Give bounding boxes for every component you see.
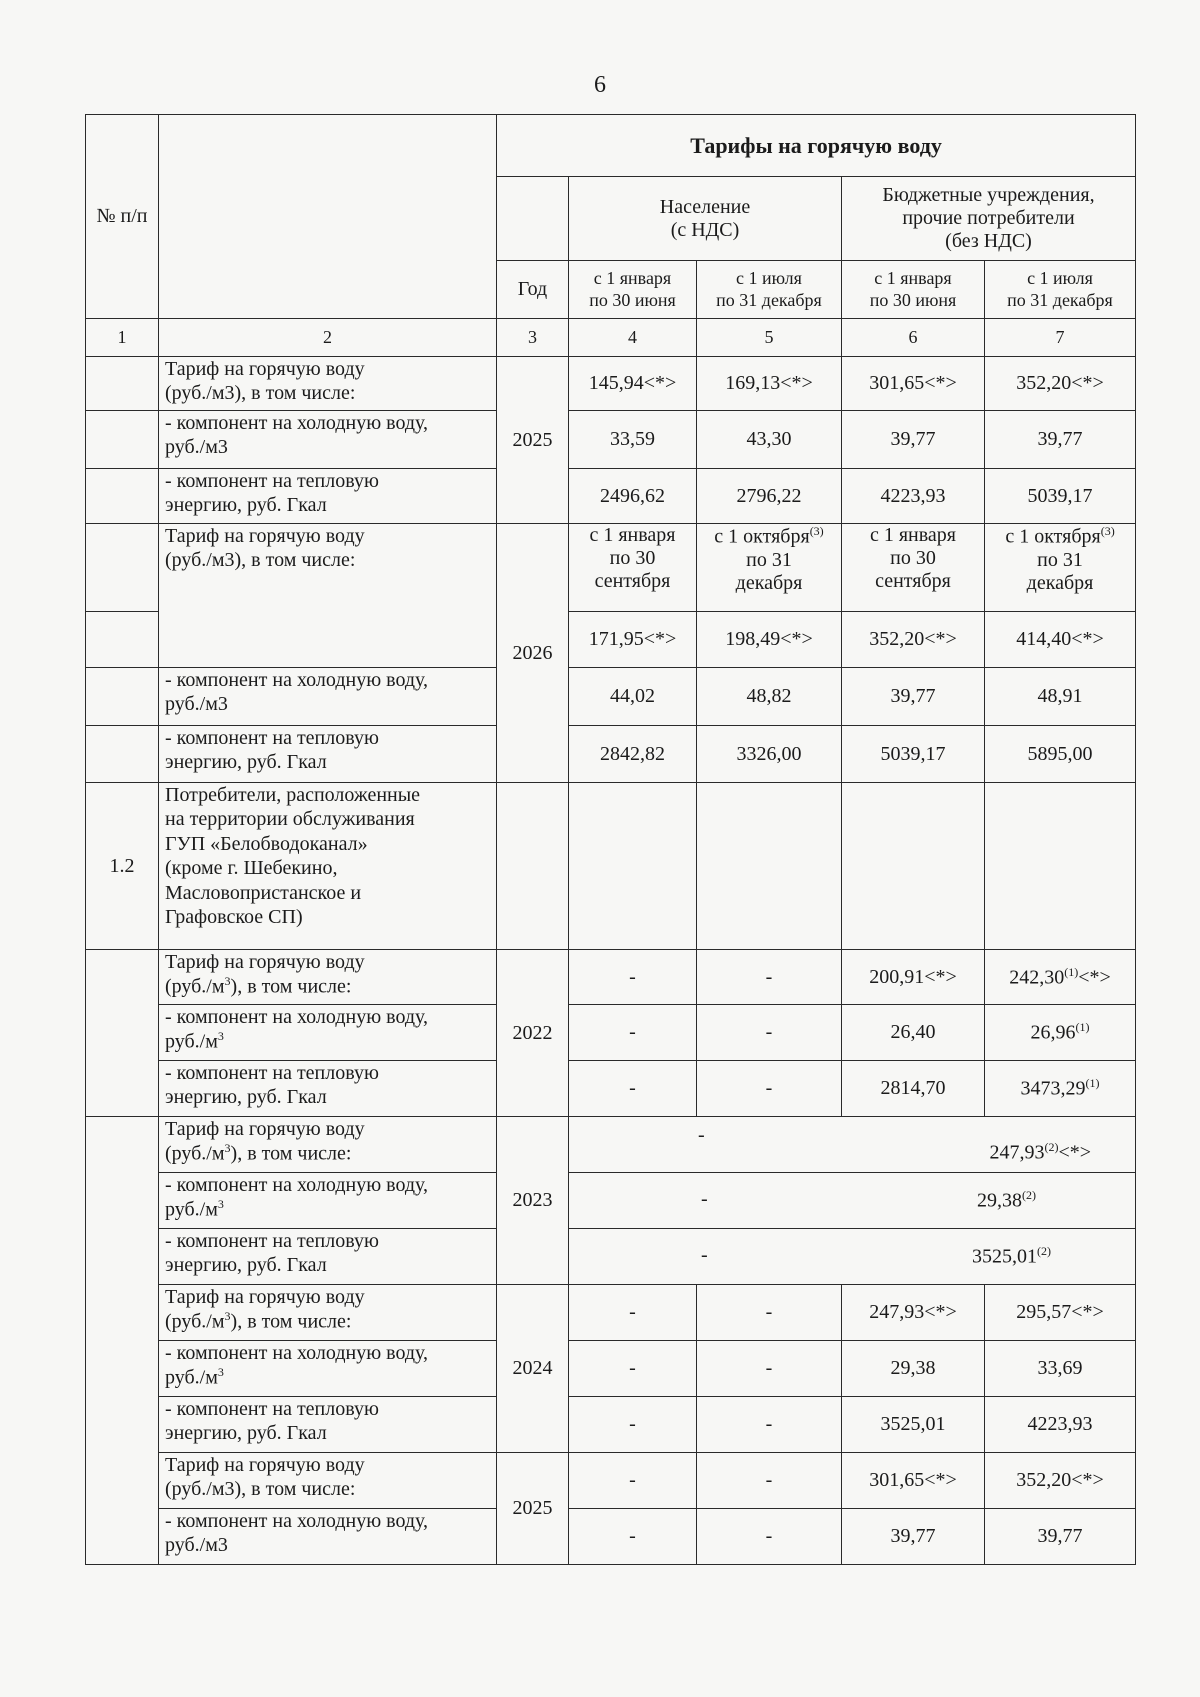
value-cell: 39,77 [985, 1509, 1136, 1565]
value-cell: 301,65<*> [842, 357, 985, 411]
dash-cell: - [697, 1509, 842, 1565]
empty-cell [697, 783, 842, 950]
num-cell [86, 357, 159, 411]
table-row [86, 1285, 1136, 1341]
value-cell: 3473,29$^{(1)}$ [985, 1061, 1136, 1117]
header-num: № п/п [86, 115, 159, 319]
header-blank-year [497, 177, 569, 261]
value-cell: 2496,62 [569, 469, 697, 524]
section-num: 1.2 [86, 783, 159, 950]
row-label: - компонент на холодную воду, $руб./м^3$ [159, 1005, 497, 1061]
value-cell: 29,38 [842, 1341, 985, 1397]
period-cell: с 1 января по 30 сентября [842, 524, 985, 612]
value-cell: 39,77 [842, 411, 985, 469]
value-cell: 44,02 [569, 668, 697, 726]
value-cell: 352,20<*> [985, 357, 1136, 411]
value-cell: 33,69 [985, 1341, 1136, 1397]
row-label: - компонент на холодную воду, руб./м3 [159, 1509, 497, 1565]
value-cell: 5895,00 [985, 726, 1136, 783]
header-bud-jul-dec: с 1 июля по 31 декабря [985, 261, 1136, 319]
value-cell: 169,13<*> [697, 357, 842, 411]
table-row [86, 357, 1136, 411]
dash-cell: - [697, 950, 842, 1005]
value-cell: 3525,01 [842, 1397, 985, 1453]
table-row [86, 1117, 1136, 1173]
empty-cell [985, 783, 1136, 950]
dash-cell: - [569, 1061, 697, 1117]
dash: - [698, 1124, 705, 1147]
year-cell: 2025 [497, 1453, 569, 1565]
num-cell [86, 411, 159, 469]
empty-cell [842, 783, 985, 950]
year-cell: 2024 [497, 1285, 569, 1453]
num-cell [86, 950, 159, 1117]
value-cell: 4223,93 [842, 469, 985, 524]
col-num: 6 [842, 319, 985, 357]
dash-cell: - [697, 1341, 842, 1397]
value-cell: 39,77 [842, 668, 985, 726]
merged-value: 29,38$^{(2)}$ [977, 1188, 1037, 1212]
col-num: 3 [497, 319, 569, 357]
row-label: - компонент на холодную воду, $руб./м^3$ [159, 1341, 497, 1397]
year-cell: 2022 [497, 950, 569, 1117]
period-cell: с 1 октября$^{(3)}$ по 31 декабря [985, 524, 1136, 612]
merged-value: 3525,01$^{(2)}$ [972, 1244, 1052, 1268]
row-label: - компонент на холодную воду, руб./м3 [159, 668, 497, 726]
page-number: 6 [594, 72, 606, 98]
table-row [86, 1061, 1136, 1117]
table-row [86, 1173, 1136, 1229]
header-row-1 [86, 115, 1136, 177]
num-cell [86, 668, 159, 726]
row-label: Тариф на горячую воду (руб./м3), в том числе: [159, 357, 497, 411]
empty-cell [569, 783, 697, 950]
year-cell: 2025 [497, 357, 569, 524]
table-row [86, 1453, 1136, 1509]
column-number-row [86, 319, 1136, 357]
table-row [86, 950, 1136, 1005]
value-cell: 2814,70 [842, 1061, 985, 1117]
num-cell [86, 469, 159, 524]
num-cell [86, 612, 159, 668]
section-title: Потребители, расположенные на территории обслуживания ГУП «Белобводоканал» (кроме г. Шебекино, Масловопристанское и Графовское СП) [159, 783, 497, 950]
value-cell: 2796,22 [697, 469, 842, 524]
table-row [86, 411, 1136, 469]
header-pop-jul-dec: с 1 июля по 31 декабря [697, 261, 842, 319]
value-cell: 352,20<*> [985, 1453, 1136, 1509]
value-cell: 295,57<*> [985, 1285, 1136, 1341]
dash-cell: - [697, 1453, 842, 1509]
dash-cell: - [697, 1005, 842, 1061]
value-cell: 171,95<*> [569, 612, 697, 668]
dash: - [701, 1244, 708, 1267]
value-cell: 4223,93 [985, 1397, 1136, 1453]
table-row [86, 1509, 1136, 1565]
merged-value-cell [569, 1173, 1136, 1229]
table-row [86, 469, 1136, 524]
dash-cell: - [569, 1509, 697, 1565]
dash-cell: - [569, 1397, 697, 1453]
dash-cell: - [697, 1061, 842, 1117]
header-hot-water: Тарифы на горячую воду [497, 115, 1136, 177]
merged-value-cell [569, 1229, 1136, 1285]
col-num: 2 [159, 319, 497, 357]
row-label: Тариф на горячую воду (руб./м3), в том числе: [159, 524, 497, 668]
row-label: - компонент на тепловую энергию, руб. Гкал [159, 469, 497, 524]
value-cell: 39,77 [985, 411, 1136, 469]
value-cell: 2842,82 [569, 726, 697, 783]
value-cell: 301,65<*> [842, 1453, 985, 1509]
dash-cell: - [569, 1341, 697, 1397]
table-row [86, 524, 1136, 612]
num-cell [86, 524, 159, 612]
table-row [86, 1341, 1136, 1397]
empty-cell [497, 783, 569, 950]
value-cell: 247,93<*> [842, 1285, 985, 1341]
value-cell: $242,30^{(1)}<*>$ [985, 950, 1136, 1005]
merged-value: $247,93^{(2)}<*>$ [989, 1140, 1092, 1164]
col-num: 5 [697, 319, 842, 357]
value-cell: 3326,00 [697, 726, 842, 783]
row-label: - компонент на тепловую энергию, руб. Гкал [159, 726, 497, 783]
period-cell: с 1 октября$^{(3)}$ по 31 декабря [697, 524, 842, 612]
header-population: Население (с НДС) [569, 177, 842, 261]
row-label: Тариф на горячую воду $(руб./м^3)$, в том числе: [159, 1117, 497, 1173]
row-label: - компонент на тепловую энергию, руб. Гкал [159, 1397, 497, 1453]
dash-cell: - [569, 1005, 697, 1061]
dash-cell: - [697, 1285, 842, 1341]
value-cell: 352,20<*> [842, 612, 985, 668]
row-label: Тариф на горячую воду $(руб./м^3)$, в том числе: [159, 950, 497, 1005]
value-cell: 145,94<*> [569, 357, 697, 411]
row-label: Тариф на горячую воду $(руб./м^3)$, в том числе: [159, 1285, 497, 1341]
value-cell: 48,91 [985, 668, 1136, 726]
table-row [86, 1397, 1136, 1453]
dash-cell: - [569, 1453, 697, 1509]
value-cell: 200,91<*> [842, 950, 985, 1005]
row-label: Тариф на горячую воду (руб./м3), в том числе: [159, 1453, 497, 1509]
value-cell: 48,82 [697, 668, 842, 726]
col-num: 1 [86, 319, 159, 357]
value-cell: 39,77 [842, 1509, 985, 1565]
table-row [86, 668, 1136, 726]
dash-cell: - [697, 1397, 842, 1453]
col-num: 7 [985, 319, 1136, 357]
dash-cell: - [569, 1285, 697, 1341]
merged-value-cell [569, 1117, 1136, 1173]
table-row [86, 1005, 1136, 1061]
section-row [86, 783, 1136, 950]
row-label: - компонент на холодную воду, $руб./м^3$ [159, 1173, 497, 1229]
value-cell: 26,40 [842, 1005, 985, 1061]
col-num: 4 [569, 319, 697, 357]
row-label: - компонент на тепловую энергию, руб. Гкал [159, 1229, 497, 1285]
value-cell: 43,30 [697, 411, 842, 469]
dash-cell: - [569, 950, 697, 1005]
year-cell: 2026 [497, 524, 569, 783]
header-pop-jan-jun: с 1 января по 30 июня [569, 261, 697, 319]
num-cell [86, 1117, 159, 1565]
table-row [86, 1229, 1136, 1285]
period-cell: с 1 января по 30 сентября [569, 524, 697, 612]
num-cell [86, 726, 159, 783]
header-bud-jan-jun: с 1 января по 30 июня [842, 261, 985, 319]
header-budget: Бюджетные учреждения, прочие потребители (без НДС) [842, 177, 1136, 261]
value-cell: 26,96$^{(1)}$ [985, 1005, 1136, 1061]
header-year: Год [497, 261, 569, 319]
row-label: - компонент на холодную воду, руб./м3 [159, 411, 497, 469]
value-cell: 414,40<*> [985, 612, 1136, 668]
year-cell: 2023 [497, 1117, 569, 1285]
header-blank [159, 115, 497, 319]
table-row [86, 726, 1136, 783]
value-cell: 198,49<*> [697, 612, 842, 668]
tariff-table [85, 114, 1136, 1565]
value-cell: 5039,17 [842, 726, 985, 783]
dash: - [701, 1188, 708, 1211]
row-label: - компонент на тепловую энергию, руб. Гкал [159, 1061, 497, 1117]
value-cell: 33,59 [569, 411, 697, 469]
value-cell: 5039,17 [985, 469, 1136, 524]
